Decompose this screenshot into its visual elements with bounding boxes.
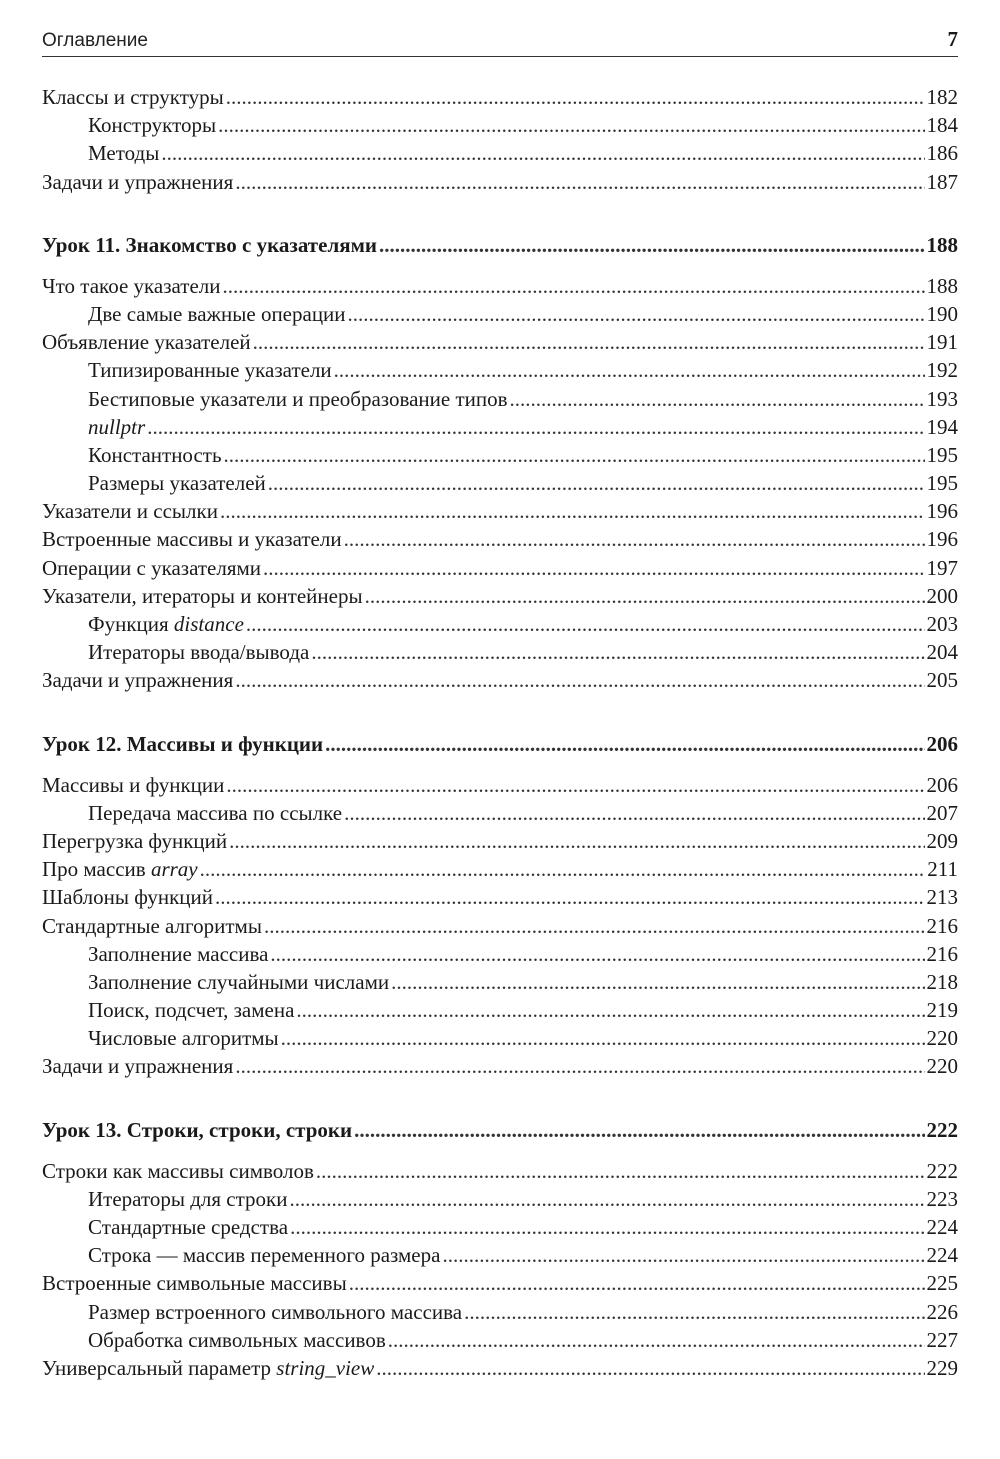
entry-title <box>88 139 159 167</box>
entry-page-number: 190 <box>926 301 958 326</box>
dot-leader <box>246 610 925 638</box>
entry-page-number: 188 <box>926 273 958 298</box>
entry-title-text: Стандартные средства <box>88 1215 289 1239</box>
toc-section-entry[interactable] <box>42 912 958 940</box>
entry-title <box>88 1185 287 1213</box>
toc-subsection-entry[interactable] <box>42 968 958 996</box>
entry-page-number: 219 <box>926 998 958 1023</box>
entry-title-text: Числовые алгоритмы <box>88 1026 279 1051</box>
dot-leader <box>224 441 925 469</box>
entry-page-number: 196 <box>926 527 958 552</box>
entry-title-text: Размеры указателей <box>88 471 266 496</box>
toc-section-entry[interactable] <box>42 1354 958 1382</box>
dot-leader <box>348 300 925 328</box>
entry-page-number: 229 <box>926 1355 958 1380</box>
entry-title-text: Массивы и функции <box>42 772 225 797</box>
dot-leader <box>376 1354 924 1382</box>
entry-title-text: Шаблоны функций <box>42 885 213 910</box>
entry-title <box>42 1157 314 1185</box>
toc-chapter-entry[interactable] <box>42 729 958 759</box>
entry-title <box>42 1052 233 1080</box>
entry-title <box>42 1354 374 1382</box>
dot-leader <box>200 855 926 883</box>
entry-title-text: Заполнение случайными числами <box>88 969 390 994</box>
entry-title-text: Про массив <box>42 857 151 882</box>
toc-section-entry[interactable] <box>42 582 958 610</box>
toc-section-entry[interactable] <box>42 883 958 911</box>
toc-subsection-entry[interactable] <box>42 300 958 328</box>
entry-page-number: 206 <box>926 772 958 797</box>
entry-title <box>88 1326 386 1354</box>
entry-page-number: 213 <box>926 885 958 910</box>
entry-title <box>88 300 346 328</box>
chapter-title: Урок 11. Знакомство с указателями <box>42 232 377 257</box>
dot-leader <box>263 554 924 582</box>
toc-subsection-entry[interactable] <box>42 996 958 1024</box>
dot-leader <box>218 111 924 139</box>
entry-title-text: Стандартные алгоритмы <box>42 913 262 938</box>
entry-title <box>88 413 145 441</box>
entry-title-text: Указатели и ссылки <box>42 499 218 524</box>
toc-section-entry[interactable] <box>42 83 958 111</box>
entry-title-text: Передача массива по ссылке <box>88 800 343 825</box>
entry-title-text: Строки как массивы символов <box>42 1158 314 1183</box>
entry-title-text: Задачи и упражнения <box>42 169 234 194</box>
entry-page-number: 218 <box>926 969 958 994</box>
entry-page-number: 209 <box>926 828 958 853</box>
entry-title <box>88 385 508 413</box>
toc-subsection-entry[interactable] <box>42 638 958 666</box>
toc-section-entry[interactable] <box>42 1052 958 1080</box>
dot-leader <box>281 1024 925 1052</box>
dot-leader <box>220 497 925 525</box>
entry-page-number: 187 <box>926 169 958 194</box>
section-spacer <box>42 695 958 729</box>
entry-page-number: 194 <box>926 414 958 439</box>
entry-title-text: Встроенные символьные массивы <box>42 1271 347 1296</box>
entry-page-number: 224 <box>926 1243 958 1268</box>
entry-page-number: 192 <box>926 358 958 383</box>
toc-section-entry[interactable] <box>42 855 958 883</box>
toc-chapter-entry[interactable] <box>42 1115 958 1145</box>
dot-leader <box>344 525 925 553</box>
toc-subsection-entry[interactable] <box>42 1326 958 1354</box>
toc-subsection-entry[interactable] <box>42 139 958 167</box>
entry-title <box>88 356 332 384</box>
entry-page-number: 211 <box>927 857 958 882</box>
entry-title <box>42 497 218 525</box>
entry-title-text: Бестиповые указатели и преобразование типов <box>88 386 508 411</box>
entry-title <box>88 610 244 638</box>
entry-title <box>88 940 268 968</box>
entry-title <box>42 666 233 694</box>
entry-title <box>42 1269 347 1297</box>
entry-title <box>42 582 363 610</box>
entry-title-italic: nullptr <box>88 414 146 439</box>
entry-page-number: 200 <box>926 583 958 608</box>
toc-subsection-entry[interactable] <box>42 610 958 638</box>
chapter-page-number: 188 <box>926 232 958 257</box>
section-spacer <box>42 759 958 771</box>
toc-section-entry[interactable] <box>42 525 958 553</box>
entry-page-number: 184 <box>926 113 958 138</box>
entry-page-number: 205 <box>926 668 958 693</box>
entry-title-italic: array <box>150 857 198 882</box>
toc-section-entry[interactable] <box>42 272 958 300</box>
entry-title <box>88 441 222 469</box>
entry-page-number: 195 <box>926 471 958 496</box>
dot-leader <box>311 638 924 666</box>
toc-subsection-entry[interactable] <box>42 385 958 413</box>
dot-leader <box>290 1213 924 1241</box>
entry-page-number: 222 <box>926 1158 958 1183</box>
dot-leader <box>268 469 925 497</box>
entry-title-text: Типизированные указатели <box>88 358 332 383</box>
entry-title-text: Перегрузка функций <box>42 828 228 853</box>
entry-title <box>42 912 262 940</box>
entry-page-number: 203 <box>926 612 958 636</box>
dot-leader <box>161 139 924 167</box>
dot-leader <box>147 413 924 441</box>
chapter-title: Урок 13. Строки, строки, строки <box>42 1117 353 1142</box>
entry-title <box>88 996 294 1024</box>
dot-leader <box>325 729 924 759</box>
toc-subsection-entry[interactable] <box>42 1213 958 1241</box>
toc-subsection-entry[interactable] <box>42 413 958 441</box>
dot-leader <box>235 168 924 196</box>
toc-section-entry[interactable] <box>42 771 958 799</box>
entry-title-text: Задачи и упражнения <box>42 668 234 693</box>
entry-title-text: Функция <box>88 612 174 636</box>
dot-leader <box>442 1241 924 1269</box>
entry-title-text: Задачи и упражнения <box>42 1054 234 1079</box>
dot-leader <box>349 1269 925 1297</box>
dot-leader <box>354 1115 924 1145</box>
dot-leader <box>316 1157 925 1185</box>
toc-section-entry[interactable] <box>42 666 958 694</box>
entry-page-number: 186 <box>926 141 958 166</box>
dot-leader <box>289 1185 924 1213</box>
entry-page-number: 225 <box>926 1271 958 1296</box>
entry-title-text: Поиск, подсчет, замена <box>88 998 295 1023</box>
entry-page-number: 224 <box>926 1215 958 1239</box>
section-spacer <box>42 1081 958 1115</box>
entry-title <box>42 83 224 111</box>
section-spacer <box>42 1145 958 1157</box>
entry-title <box>88 638 309 666</box>
toc-subsection-entry[interactable] <box>42 799 958 827</box>
toc-section-entry[interactable] <box>42 554 958 582</box>
entry-page-number: 193 <box>926 386 958 411</box>
entry-page-number: 216 <box>926 941 958 966</box>
entry-title <box>42 883 213 911</box>
entry-title <box>88 1241 440 1269</box>
toc-chapter-entry[interactable] <box>42 230 958 260</box>
entry-title-text: Две самые важные операции <box>88 301 346 326</box>
dot-leader <box>235 666 924 694</box>
entry-title <box>42 525 342 553</box>
toc-subsection-entry[interactable] <box>42 441 958 469</box>
entry-title-text: Встроенные массивы и указатели <box>42 527 342 552</box>
toc-subsection-entry[interactable] <box>42 469 958 497</box>
entry-page-number: 220 <box>926 1054 958 1079</box>
entry-page-number: 182 <box>926 85 958 109</box>
entry-title-text: Итераторы ввода/вывода <box>88 640 310 665</box>
entry-page-number: 204 <box>926 640 958 665</box>
dot-leader <box>229 827 924 855</box>
entry-page-number: 197 <box>926 555 958 580</box>
dot-leader <box>510 385 925 413</box>
entry-title-text: Строка — массив переменного размера <box>88 1243 441 1268</box>
running-header-title: Оглавление <box>42 30 148 51</box>
toc-subsection-entry[interactable] <box>42 940 958 968</box>
dot-leader <box>215 883 925 911</box>
entry-title-italic: distance <box>173 612 244 636</box>
chapter-page-number: 206 <box>926 731 958 756</box>
page-header <box>42 27 958 57</box>
table-of-contents <box>42 83 958 1382</box>
entry-page-number: 195 <box>926 442 958 467</box>
entry-title <box>42 168 233 196</box>
dot-leader <box>223 272 925 300</box>
section-spacer <box>42 260 958 272</box>
dot-leader <box>270 940 924 968</box>
toc-subsection-entry[interactable] <box>42 1185 958 1213</box>
dot-leader <box>264 912 925 940</box>
chapter-page-number: 222 <box>926 1117 958 1142</box>
toc-section-entry[interactable] <box>42 168 958 196</box>
entry-title-text: Операции с указателями <box>42 555 262 580</box>
entry-page-number: 223 <box>926 1186 958 1211</box>
entry-page-number: 191 <box>926 330 958 355</box>
toc-section-entry[interactable] <box>42 1269 958 1297</box>
toc-section-entry[interactable] <box>42 497 958 525</box>
toc-section-entry[interactable] <box>42 827 958 855</box>
toc-subsection-entry[interactable] <box>42 1024 958 1052</box>
dot-leader <box>379 230 925 260</box>
dot-leader <box>226 771 924 799</box>
entry-title-text: Что такое указатели <box>42 273 221 298</box>
dot-leader <box>464 1298 924 1326</box>
dot-leader <box>344 799 924 827</box>
entry-title <box>42 827 227 855</box>
toc-section-entry[interactable] <box>42 328 958 356</box>
entry-page-number: 220 <box>926 1026 958 1051</box>
entry-title <box>42 328 251 356</box>
dot-leader <box>334 356 925 384</box>
entry-title-text: Итераторы для строки <box>88 1186 288 1211</box>
toc-subsection-entry[interactable] <box>42 356 958 384</box>
entry-title <box>42 272 221 300</box>
entry-title-text: Размер встроенного символьного массива <box>88 1299 463 1324</box>
entry-title <box>88 1213 288 1241</box>
running-header-page-number: 7 <box>947 27 958 51</box>
entry-title-text: Конструкторы <box>88 113 217 138</box>
dot-leader <box>253 328 925 356</box>
dot-leader <box>226 83 925 111</box>
entry-page-number: 216 <box>926 913 958 938</box>
entry-title-italic: string_view <box>276 1355 375 1380</box>
entry-title <box>88 1298 462 1326</box>
entry-title-text: Универсальный параметр <box>42 1355 277 1380</box>
entry-page-number: 226 <box>926 1299 958 1324</box>
entry-page-number: 196 <box>926 499 958 524</box>
dot-leader <box>365 582 925 610</box>
entry-page-number: 227 <box>926 1327 958 1352</box>
entry-title-text: Обработка символьных массивов <box>88 1327 386 1352</box>
entry-title <box>42 855 198 883</box>
chapter-title: Урок 12. Массивы и функции <box>42 731 324 756</box>
dot-leader <box>388 1326 925 1354</box>
toc-section-entry[interactable] <box>42 1157 958 1185</box>
entry-title-text: Константность <box>88 442 222 467</box>
toc-subsection-entry[interactable] <box>42 111 958 139</box>
entry-title <box>88 799 342 827</box>
dot-leader <box>296 996 924 1024</box>
dot-leader <box>235 1052 924 1080</box>
entry-title <box>88 968 389 996</box>
dot-leader <box>391 968 924 996</box>
entry-title-text: Методы <box>88 141 160 166</box>
entry-title <box>88 1024 279 1052</box>
entry-title-text: Заполнение массива <box>88 941 269 966</box>
entry-title-text: Классы и структуры <box>42 85 224 109</box>
entry-title <box>42 554 261 582</box>
section-spacer <box>42 196 958 230</box>
entry-title-text: Указатели, итераторы и контейнеры <box>42 583 363 608</box>
entry-title-text: Объявление указателей <box>42 330 251 355</box>
entry-title <box>88 111 216 139</box>
toc-subsection-entry[interactable] <box>42 1298 958 1326</box>
entry-title <box>88 469 266 497</box>
entry-page-number: 207 <box>926 800 958 825</box>
entry-title <box>42 771 224 799</box>
toc-subsection-entry[interactable] <box>42 1241 958 1269</box>
